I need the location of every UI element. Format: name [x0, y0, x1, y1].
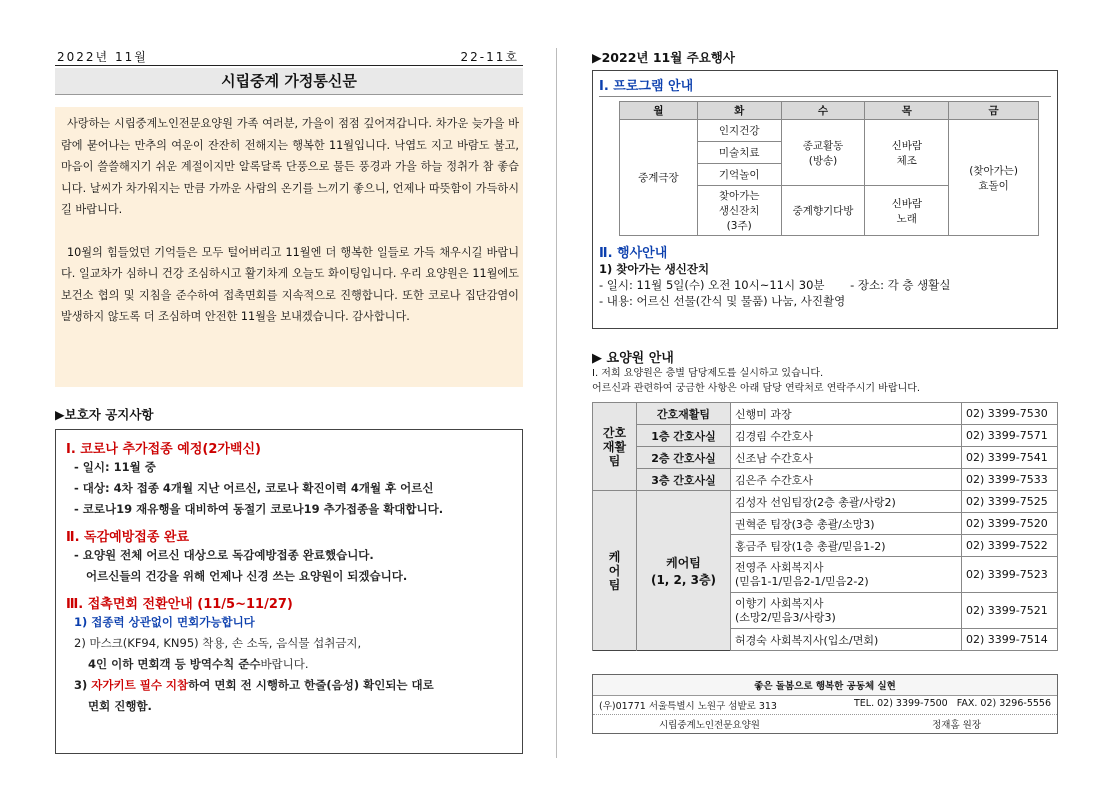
contact-table [592, 402, 1058, 651]
left-column [55, 48, 523, 754]
footer-org: 시립중계노인전문요양원 [659, 720, 760, 731]
care-intro: Ⅰ. 저희 요양원은 층별 담당제도를 실시하고 있습니다. [592, 368, 824, 379]
program-heading: Ⅰ. 프로그램 안내 [599, 75, 1051, 97]
event-heading: Ⅱ. 행사안내 [599, 246, 668, 261]
team-cell: 3층 간호사실 [637, 469, 731, 491]
day-header: 금 [949, 102, 1039, 120]
event-line: 1) 찾아가는 생신잔치 [599, 262, 710, 276]
fri-cell [949, 120, 1039, 236]
column-divider [556, 48, 557, 758]
contact-name: 신조남 수간호사 [731, 447, 962, 469]
wed-cell [781, 120, 865, 186]
greeting-letter [55, 107, 523, 387]
contact-name: 허경숙 사회복지사(입소/면회) [731, 629, 962, 651]
contact-tel: 02) 3399-7521 [962, 593, 1058, 629]
notice-text: 3) [74, 678, 92, 692]
contact-name: 김성자 선임팀장(2층 총괄/사랑2) [731, 491, 962, 513]
notice-section-3-head: Ⅲ. 접촉면회 전환안내 (11/5~11/27) [66, 597, 293, 612]
cell-text: 생신잔치 [718, 205, 760, 217]
contact-tel: 02) 3399-7522 [962, 535, 1058, 557]
cell-text: 어 [608, 563, 621, 578]
thu-cell [865, 186, 949, 236]
cell-text: 노래 [896, 212, 917, 225]
footer-address-row [593, 696, 1057, 715]
footer-box [592, 674, 1058, 734]
cell-text: 케어팀 [666, 555, 701, 570]
notice-line: 어르신들의 건강을 위해 언제나 신경 쓰는 요양원이 되겠습니다. [86, 569, 408, 583]
team-cell: 2층 간호사실 [637, 447, 731, 469]
events-title: ▶2022년 11월 주요행사 [592, 50, 735, 65]
contact-tel: 02) 3399-7530 [962, 403, 1058, 425]
notice-text: 4인 이하 면회객 등 방역수칙 준수 [88, 657, 261, 671]
notice-line: - 대상: 4차 접종 4개월 지난 어르신, 코로나 확진이력 4개월 후 어르신 [74, 481, 434, 495]
contact-name: 권혁준 팀장(3층 총괄/소망3) [731, 513, 962, 535]
thu-cell [865, 120, 949, 186]
cell-text: (찾아가는) [969, 164, 1018, 177]
contact-tel: 02) 3399-7533 [962, 469, 1058, 491]
footer-director: 정재홈 원장 [932, 720, 981, 731]
header-row [55, 48, 523, 66]
tue-cell: 인지건강 [697, 120, 781, 142]
contact-name: 신행미 과장 [731, 403, 962, 425]
team-cell: 간호재활팀 [637, 403, 731, 425]
right-column [592, 48, 1058, 734]
contact-tel: 02) 3399-7514 [962, 629, 1058, 651]
notice-line: - 일시: 11월 중 [74, 460, 156, 474]
cell-text: 케 [608, 549, 621, 564]
contact-name: 김경림 수간호사 [731, 425, 962, 447]
cell-text: 이향기 사회복지사 [735, 596, 824, 610]
team-cell: 1층 간호사실 [637, 425, 731, 447]
contact-tel: 02) 3399-7525 [962, 491, 1058, 513]
cell-text: (소망2/믿음3/사랑3) [735, 610, 836, 624]
cell-text: 신바람 [891, 139, 922, 152]
letter-paragraph-2: 10월의 힘들었던 기억들은 모두 털어버리고 11월엔 더 행복한 일들로 가득 채우시길 바랍니다. 일교차가 심하니 건강 조심하시고 활기차게 오늘도 화이팅입니다. 우리 요양원은 11월에도 보건소 협의 및 지침을 준수하여 접촉면회를 지속적으로 진행합니다. 또한 코로나 집단감염이 발생하지 않도록 더 조심하며 안전한 11월을 보내겠습니다. 감사합니다. [61, 245, 519, 323]
contact-tel: 02) 3399-7541 [962, 447, 1058, 469]
mon-cell: 중계극장 [620, 120, 698, 236]
notice-line: - 코로나19 재유행을 대비하여 동절기 코로나19 추가접종을 확대합니다. [74, 502, 444, 516]
contact-tel: 02) 3399-7520 [962, 513, 1058, 535]
notice-section-1-head: Ⅰ. 코로나 추가접종 예정(2가백신) [66, 442, 261, 457]
cell-text: 종교활동 [802, 139, 844, 152]
notice-line [66, 675, 516, 696]
contact-name [731, 593, 962, 629]
cell-text: (1, 2, 3층) [650, 572, 717, 587]
care-intro: 어르신과 관련하여 궁금한 사항은 아래 담당 연락처로 연락주시기 바랍니다. [592, 383, 921, 394]
contact-name: 홍금주 팀장(1층 총괄/믿음1-2) [731, 535, 962, 557]
cell-text: 팀 [608, 577, 621, 592]
schedule-table [619, 101, 1039, 236]
cell-text: (3주) [726, 220, 752, 232]
cell-text: 신바람 [891, 197, 922, 210]
care-title: ▶ 요양원 안내 [592, 351, 674, 366]
care-team-cell [637, 491, 731, 651]
notice-line: - 요양원 전체 어르신 대상으로 독감예방접종 완료했습니다. [74, 548, 374, 562]
care-group-label [593, 491, 637, 651]
cell-text: 재활 [602, 439, 627, 454]
wed-cell: 중계향기다방 [781, 186, 865, 236]
notice-section-2-head: Ⅱ. 독감예방접종 완료 [66, 530, 190, 545]
notice-line [66, 654, 516, 675]
cell-text: 찾아가는 [718, 190, 760, 202]
cell-text: (믿음1-1/믿음2-1/믿음2-2) [735, 574, 869, 588]
cell-text: 간호 [602, 425, 627, 440]
notice-text: 하여 면회 전 시행하고 한줄(음성) 확인되는 대로 [188, 678, 434, 692]
notice-line: 면회 진행함. [88, 699, 152, 713]
footer-slogan: 좋은 돌봄으로 행복한 공동체 실현 [593, 675, 1057, 696]
contact-tel: 02) 3399-7523 [962, 557, 1058, 593]
notice-line: 1) 접종력 상관없이 면회가능합니다 [74, 615, 255, 629]
day-header: 수 [781, 102, 865, 120]
footer-contact: TEL. 02) 3399-7500 FAX. 02) 3296-5556 [853, 698, 1051, 709]
footer-org-row [593, 715, 1057, 733]
contact-tel: 02) 3399-7571 [962, 425, 1058, 447]
cell-text: (방송) [808, 154, 838, 167]
issue-date: 2022년 11월 [57, 50, 148, 64]
notice-highlight: 자가키트 필수 지참 [91, 678, 189, 692]
cell-text: 체조 [896, 154, 917, 167]
notice-title: ▶보호자 공지사항 [55, 407, 154, 422]
notice-line: 2) 마스크(KF94, KN95) 착용, 손 소독, 음식물 섭취금지, [74, 636, 362, 650]
day-header: 화 [697, 102, 781, 120]
contact-name: 김은주 수간호사 [731, 469, 962, 491]
day-header: 목 [865, 102, 949, 120]
nursing-group-label [593, 403, 637, 491]
notice-box [55, 429, 523, 754]
footer-address: (우)01771 서울특별시 노원구 섬밭로 313 [599, 701, 777, 712]
issue-number: 22-11호 [460, 50, 519, 64]
page-title: 시립중계 가정통신문 [55, 68, 523, 95]
event-line: - 내용: 어르신 선물(간식 및 물품) 나눔, 사진촬영 [599, 294, 846, 308]
letter-paragraph-1: 사랑하는 시립중계노인전문요양원 가족 여러분, 가을이 점점 깊어져갑니다. 차가운 늦가을 바람에 묻어나는 만추의 여운이 잔잔히 전해지는 행복한 11월입니다. 낙엽도 지고 바람도 불고, 마음이 쓸쓸해지기 쉬운 계절이지만 알록달록 단풍으로 물든 풍경과 가을 하늘 정취가 참 좋습니다. 날씨가 차가워지는 만큼 가까운 사람의 온기를 느끼기 좋으니, 언제나 따뜻함이 가득하시길 바랍니다. [61, 117, 519, 216]
tue-cell [697, 186, 781, 236]
cell-text: 효돌이 [978, 179, 1009, 192]
day-header: 월 [620, 102, 698, 120]
cell-text: 전영주 사회복지사 [735, 560, 824, 574]
event-line: - 일시: 11월 5일(수) 오전 10시~11시 30분 - 장소: 각 층 생활실 [599, 278, 951, 292]
notice-text: 바랍니다. [260, 657, 309, 671]
program-box [592, 70, 1058, 329]
contact-name [731, 557, 962, 593]
tue-cell: 기억놀이 [697, 164, 781, 186]
cell-text: 팀 [608, 453, 621, 468]
tue-cell: 미술치료 [697, 142, 781, 164]
